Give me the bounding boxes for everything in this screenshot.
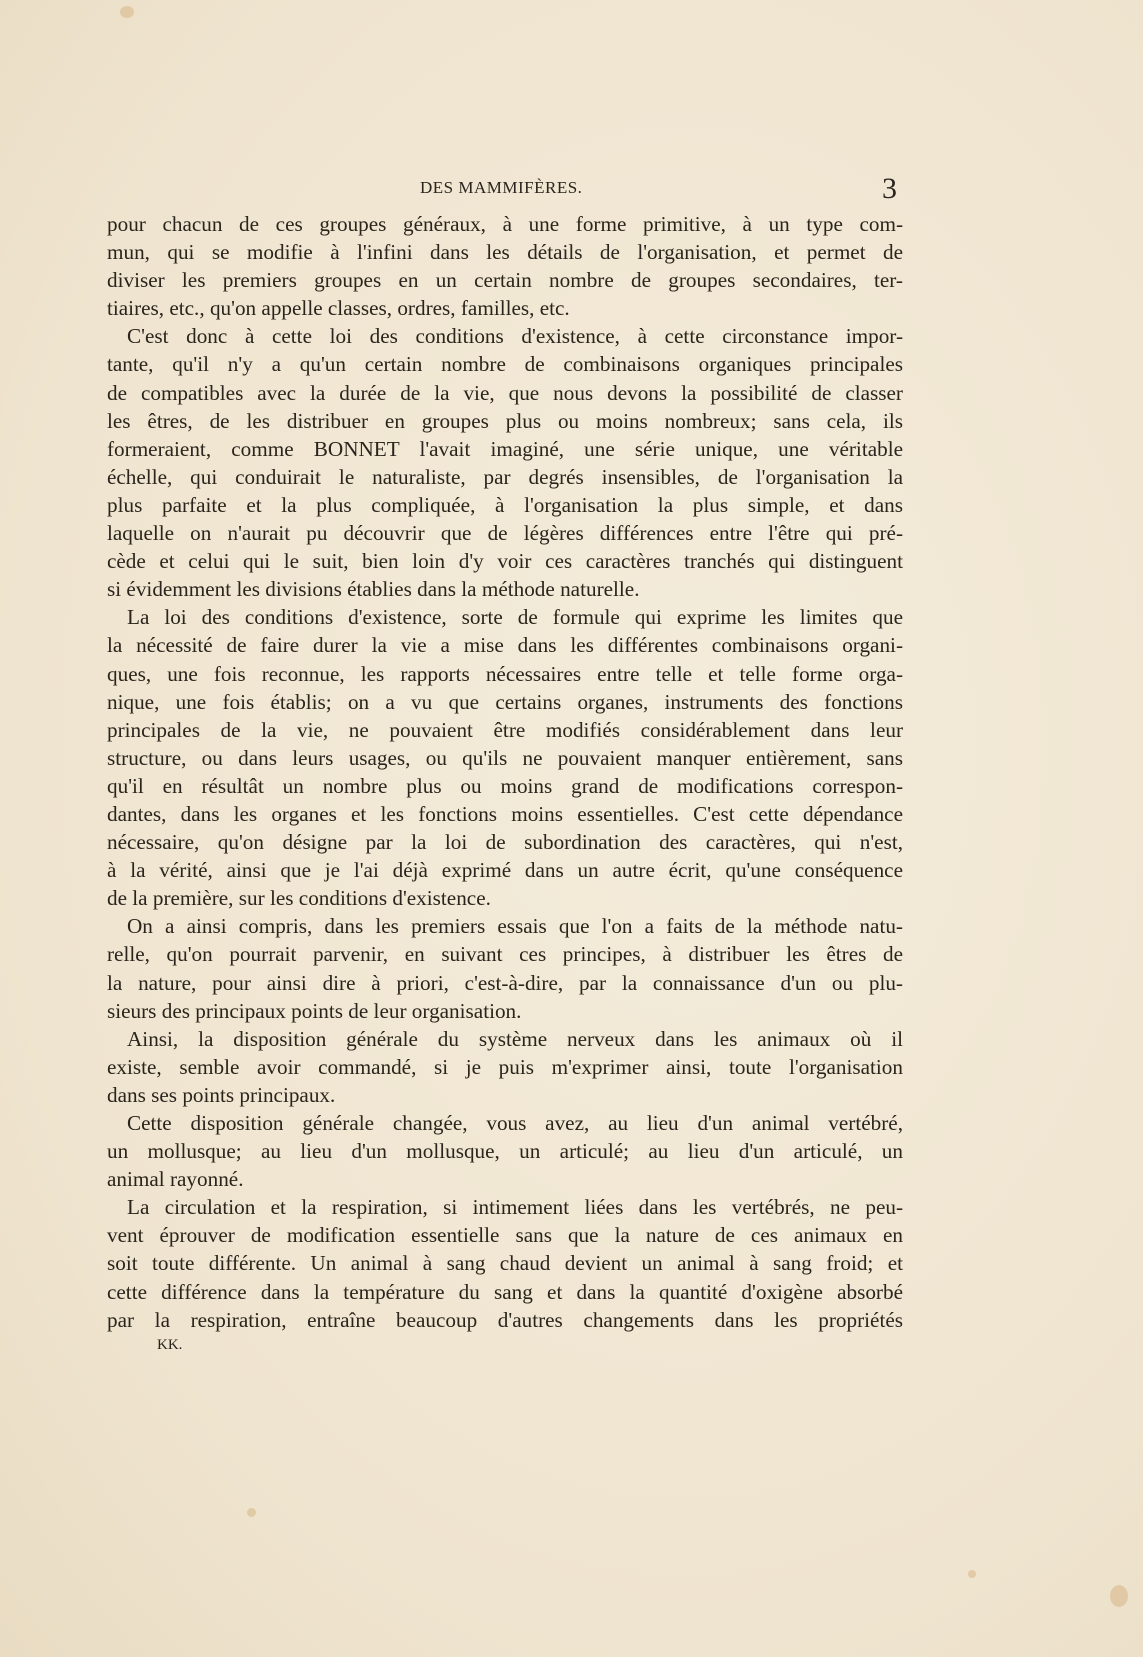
text-line: pour chacun de ces groupes généraux, à une forme primitive, à un type com- [107,212,903,236]
signature-mark: KK. [157,1337,183,1353]
page-header [0,172,1143,205]
text-line: Cette disposition générale changée, vous avez, au lieu d'un animal vertébré, [127,1111,903,1135]
text-line: laquelle on n'aurait pu découvrir que de légères différences entre l'être qui pré- [107,521,903,546]
text-line: tante, qu'il n'y a qu'un certain nombre de combinaisons organiques principales [107,352,903,377]
text-line: un mollusque; au lieu d'un mollusque, un articulé; au lieu d'un articulé, un [107,1139,903,1164]
text-line: On a ainsi compris, dans les premiers essais que l'on a faits de la méthode natu- [127,914,903,939]
text-line: cette différence dans la température du sang et dans la quantité d'oxigène absorbé [107,1279,903,1304]
text-line: plus parfaite et la plus compliquée, à l'organisation la plus simple, et dans [107,492,903,517]
text-line: animal rayonné. [107,1167,244,1192]
page-number: 3 [882,172,897,205]
foxing-spot [968,1570,976,1578]
text-line: relle, qu'on pourrait parvenir, en suivant ces principes, à distribuer les êtres de [107,942,903,967]
text-line: diviser les premiers groupes en un certain nombre de groupes secondaires, ter- [107,268,903,293]
text-line: les êtres, de les distribuer en groupes plus ou moins nombreux; sans cela, ils [107,408,903,433]
foxing-spot [247,1508,256,1517]
foxing-spot [120,6,134,18]
text-line: dans ses points principaux. [107,1082,336,1107]
text-line: dantes, dans les organes et les fonctions moins essentielles. C'est cette dépendance [107,801,903,826]
text-line: ques, une fois reconnue, les rapports nécessaires entre telle et telle forme orga- [107,661,903,686]
text-line: échelle, qui conduirait le naturaliste, par degrés insensibles, de l'organisation la [107,464,903,489]
text-line: formeraient, comme BONNET l'avait imaginé, une série unique, une véritable [107,436,903,461]
foxing-spot [1110,1585,1128,1607]
text-line: La circulation et la respiration, si intimement liées dans les vertébrés, ne peu- [127,1195,903,1220]
text-line: nique, une fois établis; on a vu que certains organes, instruments des fonctions [107,689,903,714]
running-title: DES MAMMIFÈRES. [420,178,583,197]
body-text [107,210,903,1334]
text-line: vent éprouver de modification essentielle sans que la nature de ces animaux en [107,1223,903,1248]
text-line: principales de la vie, ne pouvaient être modifiés considérablement dans leur [107,717,903,742]
text-line: nécessaire, qu'on désigne par la loi de subordination des caractères, qui n'est, [107,830,903,855]
text-line: qu'il en résultât un nombre plus ou moins grand de modifications correspon- [107,773,903,798]
text-line: cède et celui qui le suit, bien loin d'y voir ces caractères tranchés qui distinguent [107,549,903,574]
text-line: tiaires, etc., qu'on appelle classes, ordres, familles, etc. [107,296,570,321]
text-line: mun, qui se modifie à l'infini dans les détails de l'organisation, et permet de [107,240,903,265]
text-line: soit toute différente. Un animal à sang chaud devient un animal à sang froid; et [107,1251,903,1276]
text-line: de la première, sur les conditions d'existence. [107,886,491,911]
text-line: la nature, pour ainsi dire à priori, c'est-à-dire, par la connaissance d'un ou plu- [107,970,903,995]
text-line: La loi des conditions d'existence, sorte de formule qui exprime les limites que [127,605,903,630]
text-line: existe, semble avoir commandé, si je puis m'exprimer ainsi, toute l'organisation [107,1054,903,1079]
text-line: Ainsi, la disposition générale du système nerveux dans les animaux où il [127,1026,903,1051]
text-line: si évidemment les divisions établies dans la méthode naturelle. [107,577,640,602]
text-line: sieurs des principaux points de leur organisation. [107,998,522,1023]
text-line: de compatibles avec la durée de la vie, que nous devons la possibilité de classer [107,380,903,405]
text-line: à la vérité, ainsi que je l'ai déjà exprimé dans un autre écrit, qu'une conséquence [107,858,903,883]
text-line: C'est donc à cette loi des conditions d'existence, à cette circonstance impor- [127,324,903,349]
text-line: la nécessité de faire durer la vie a mise dans les différentes combinaisons organi- [107,633,903,658]
text-line: structure, ou dans leurs usages, ou qu'ils ne pouvaient manquer entièrement, sans [107,745,903,770]
text-line: par la respiration, entraîne beaucoup d'autres changements dans les propriétés [107,1307,903,1332]
